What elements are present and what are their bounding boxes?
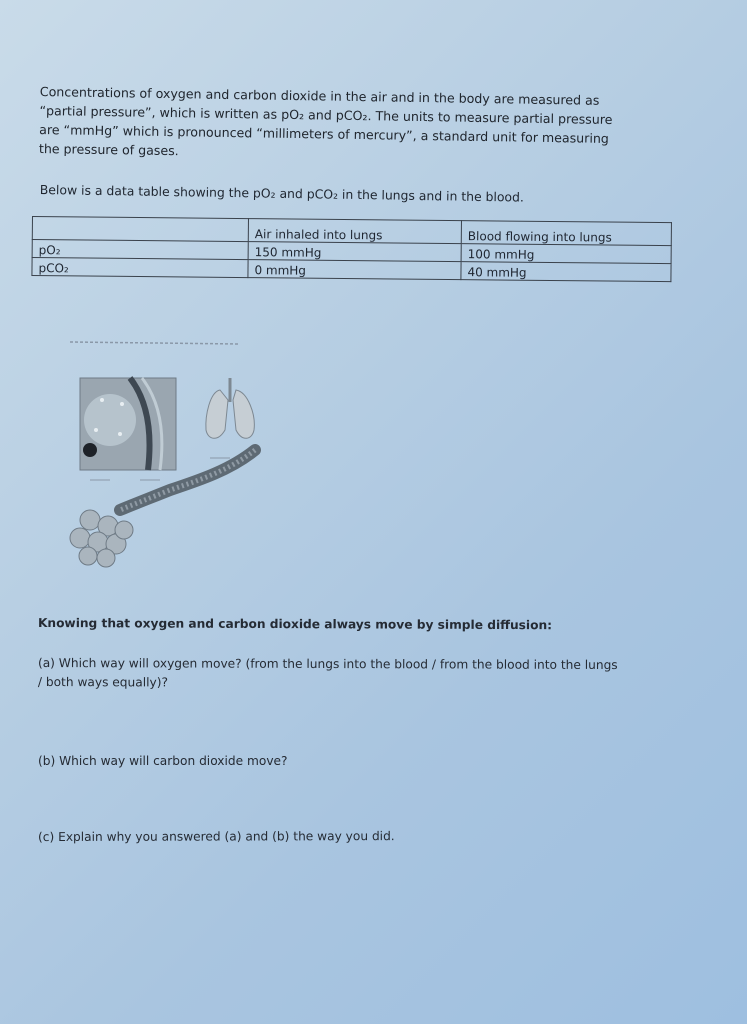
alveolus-cell xyxy=(84,394,136,446)
capillary-cell xyxy=(83,443,97,457)
question-a-line-2: / both ways equally)? xyxy=(37,674,168,690)
table-header-blood: Blood flowing into lungs xyxy=(461,221,671,246)
lung-alveoli-illustration xyxy=(60,330,280,570)
question-c: (c) Explain why you answered (a) and (b) the way you did. xyxy=(38,829,395,844)
figure-caption-line xyxy=(70,342,240,344)
cell-pco2-blood: 40 mmHg xyxy=(461,262,671,282)
table-intro: Below is a data table showing the pO₂ and pCO₂ in the lungs and in the blood. xyxy=(39,182,524,205)
alveoli-cluster xyxy=(70,510,133,567)
intro-paragraph xyxy=(39,82,650,168)
table-header-empty xyxy=(32,217,248,242)
intro-line-4: the pressure of gases. xyxy=(38,140,179,159)
data-table xyxy=(31,216,672,282)
intro-line-2: “partial pressure”, which is written as pO₂ and pCO₂. The units to measure partial pressure xyxy=(39,102,613,127)
question-a xyxy=(38,654,678,694)
questions-heading: Knowing that oxygen and carbon dioxide always move by simple diffusion: xyxy=(37,616,553,633)
cell-pco2-air: 0 mmHg xyxy=(248,260,461,280)
cell-po2-air: 150 mmHg xyxy=(248,242,461,262)
row-label-po2: pO₂ xyxy=(32,240,248,260)
lung-left xyxy=(206,390,228,438)
intro-line-1: Concentrations of oxygen and carbon dioxide in the air and in the body are measured as xyxy=(39,83,600,108)
question-b: (b) Which way will carbon dioxide move? xyxy=(38,754,288,768)
intro-line-3: are “mmHg” which is pronounced “millimeters of mercury”, a standard unit for measuring xyxy=(39,121,610,146)
row-label-pco2: pCO₂ xyxy=(32,258,248,278)
question-a-line-1: (a) Which way will oxygen move? (from the lungs into the blood / from the blood into the lungs xyxy=(37,656,618,673)
lung-alveoli-illustration-svg xyxy=(60,330,280,570)
lung-right xyxy=(233,390,254,438)
cell-po2-blood: 100 mmHg xyxy=(461,244,671,264)
table-header-air: Air inhaled into lungs xyxy=(248,219,461,244)
